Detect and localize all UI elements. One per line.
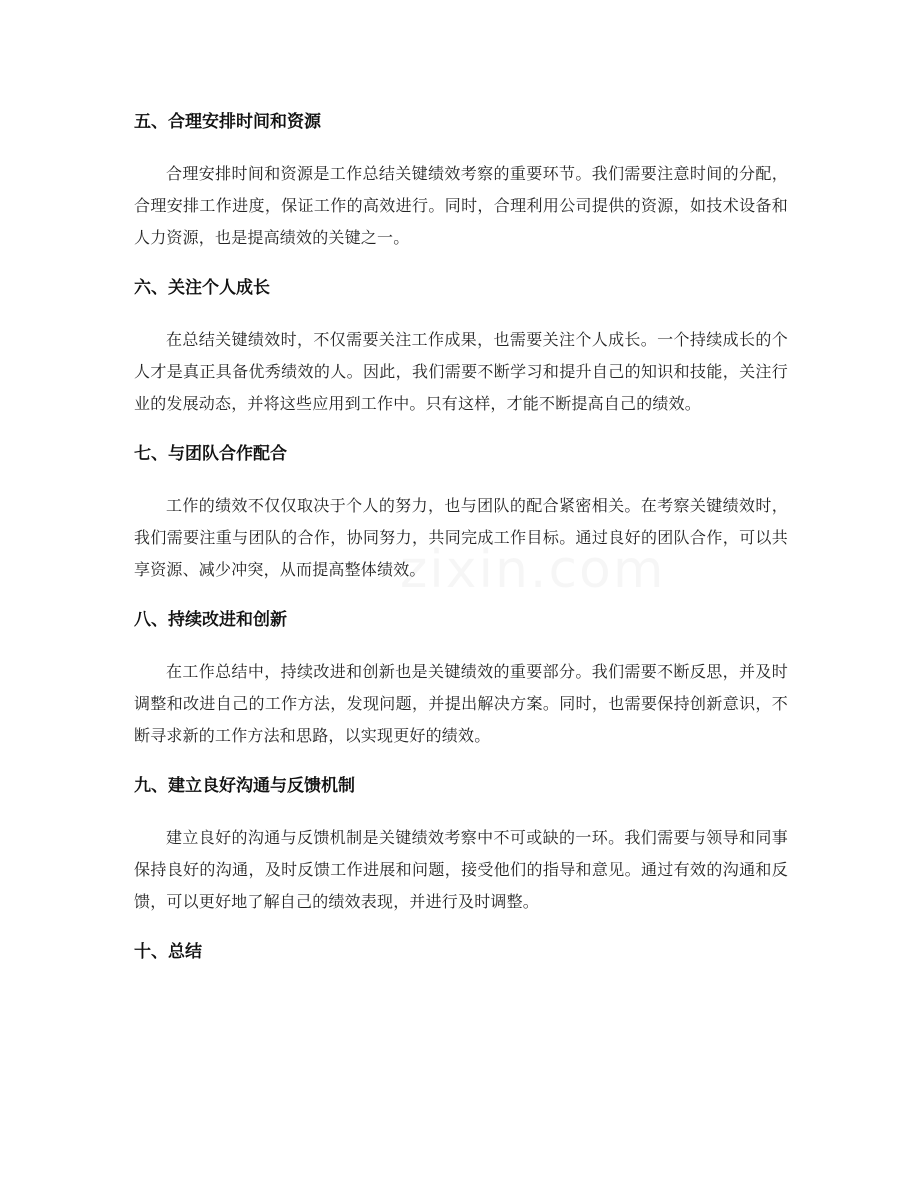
section-paragraph: 在总结关键绩效时，不仅需要关注工作成果，也需要关注个人成长。一个持续成长的个人才是真正具备优秀绩效的人。因此，我们需要不断学习和提升自己的知识和技能，关注行业的发展动态，并将这些应用到工作中。只有这样，才能不断提高自己的绩效。 <box>134 330 788 413</box>
section-heading: 八、持续改进和创新 <box>134 610 287 630</box>
section-heading: 五、合理安排时间和资源 <box>134 112 321 132</box>
document-content <box>134 104 788 986</box>
section-paragraph: 工作的绩效不仅仅取决于个人的努力，也与团队的配合紧密相关。在考察关键绩效时，我们需要注重与团队的合作，协同努力，共同完成工作目标。通过良好的团队合作，可以共享资源、减少冲突，从而提高整体绩效。 <box>134 496 788 579</box>
section-heading: 六、关注个人成长 <box>134 278 270 298</box>
section-8 <box>134 602 788 752</box>
section-heading: 十、总结 <box>134 942 202 962</box>
section-5 <box>134 104 788 254</box>
section-paragraph: 合理安排时间和资源是工作总结关键绩效考察的重要环节。我们需要注意时间的分配，合理安排工作进度，保证工作的高效进行。同时，合理利用公司提供的资源，如技术设备和人力资源，也是提高绩效的关键之一。 <box>134 164 788 247</box>
section-7 <box>134 436 788 586</box>
section-6 <box>134 270 788 420</box>
section-heading: 七、与团队合作配合 <box>134 444 287 464</box>
section-paragraph: 建立良好的沟通与反馈机制是关键绩效考察中不可或缺的一环。我们需要与领导和同事保持良好的沟通，及时反馈工作进展和问题，接受他们的指导和意见。通过有效的沟通和反馈，可以更好地了解自己的绩效表现，并进行及时调整。 <box>134 828 788 911</box>
section-10 <box>134 934 788 970</box>
section-9 <box>134 768 788 918</box>
section-paragraph: 在工作总结中，持续改进和创新也是关键绩效的重要部分。我们需要不断反思，并及时调整和改进自己的工作方法，发现问题，并提出解决方案。同时，也需要保持创新意识，不断寻求新的工作方法和思路，以实现更好的绩效。 <box>134 662 788 745</box>
section-heading: 九、建立良好沟通与反馈机制 <box>134 776 355 796</box>
